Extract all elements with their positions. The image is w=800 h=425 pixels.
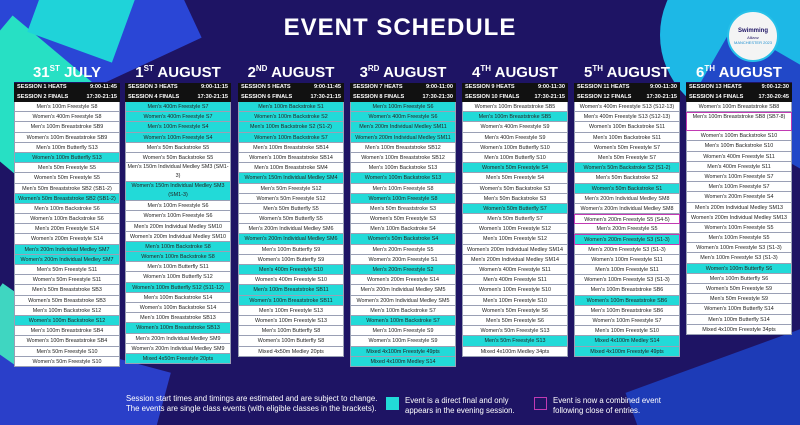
event-row: Women's 400m Freestyle S7 [125,112,231,122]
event-row: Women's 50m Breaststroke SB2 (SB1-2) [14,194,120,204]
session-times [574,82,680,102]
day-column [350,56,456,367]
session-times [350,82,456,102]
event-row: Men's 100m Freestyle S10 [574,326,680,336]
event-row: Men's 100m Backstroke S12 [14,306,120,316]
event-row: Women's 50m Freestyle S10 [14,357,120,367]
event-row: Women's 100m Backstroke S11 [574,122,680,132]
day-month: AUGUST [157,64,221,81]
session-time: 9:00-11:30 [649,84,677,90]
session-row [238,93,344,103]
event-row: Women's 100m Backstroke S13 [350,173,456,183]
event-row: Women's 400m Freestyle S9 [462,122,568,132]
event-row: Men's 200m Individual Medley SM8 [574,194,680,204]
day-suffix: ST [143,64,154,73]
event-row: Men's 400m Freestyle S11 [462,275,568,285]
event-row: Women's 100m Freestyle S7 [686,172,792,182]
legend-direct-final-text: Event is a direct final and only appears in the evening session. [405,396,515,415]
day-suffix: ND [255,64,268,73]
event-row: Mixed 4x100m Freestyle 49pts [574,347,680,357]
event-row: Men's 100m Breaststroke SB11 [238,285,344,295]
event-row: Men's 150m Individual Medley SM3 (SM1-3) [125,163,231,182]
event-row: Mixed 4x50m Freestyle 20pts [125,354,231,364]
session-row [14,93,120,103]
session-time: 17:30-21:15 [534,93,565,100]
day-heading [125,56,231,82]
day-heading [686,56,792,82]
event-row: Men's 100m Breaststroke SB13 [125,313,231,323]
event-row: Men's 100m Butterfly S11 [125,262,231,272]
event-row: Women's 100m Breaststroke SB5 [462,102,568,112]
event-row: Women's 200m Freestyle S3 (S1-3) [574,234,680,244]
session-label: SESSION 7 HEATS [353,84,403,90]
event-row: Women's 50m Freestyle S6 [462,306,568,316]
event-row: Women's 100m Freestyle S4 [125,133,231,143]
logo-line-2: Allianz [747,34,759,40]
event-row: Women's 50m Freestyle S4 [462,163,568,173]
event-row: Men's 100m Freestyle S3 (S1-3) [686,253,792,263]
legend-combined-text: Event is now a combined event following close of entries. [553,396,661,415]
event-row: Men's 100m Freestyle S11 [574,265,680,275]
day-number: 6 [696,64,705,81]
event-row: Men's 100m Breaststroke SB4 [14,326,120,336]
event-row: Men's 100m Freestyle S5 [686,233,792,243]
event-row: Men's 400m Freestyle S13 (S12-13) [574,112,680,122]
event-row: Women's 100m Backstroke S8 [125,252,231,262]
day-month: AUGUST [606,64,670,81]
event-row: Men's 50m Butterfly S5 [238,204,344,214]
event-row: Mixed 4x50m Medley 20pts [238,347,344,357]
event-row: Women's 100m Butterfly S12 [125,272,231,282]
event-row: Men's 50m Freestyle S9 [686,294,792,304]
event-row: Women's 50m Freestyle S5 [14,173,120,183]
event-row: Women's 100m Backstroke S7 [238,133,344,143]
footer-note: Session start times and timings are estimated and are subject to change. The events are single class events (with eligible classes in the brackets). [126,394,378,413]
event-row: Women's 50m Backstroke S1 [574,184,680,194]
session-row [574,83,680,93]
event-row: Men's 100m Backstroke S10 [686,141,792,151]
event-row: Men's 100m Butterfly S14 [686,315,792,325]
event-row: Men's 100m Butterfly S13 [14,143,120,153]
event-row: Women's 400m Freestyle S13 (S12-13) [574,102,680,112]
session-row [125,93,231,103]
event-row: Women's 100m Breaststroke SB6 [574,296,680,306]
day-number: 31 [32,64,50,81]
event-row: Women's 200m Individual Medley SM13 [686,213,792,223]
session-label: SESSION 6 FINALS [241,93,293,100]
event-row: Women's 50m Butterfly S7 [462,204,568,214]
event-row: Women's 200m Individual Medley SM8 [574,204,680,214]
event-row: Men's 200m Individual Medley SM5 [350,285,456,295]
session-label: SESSION 3 HEATS [128,84,178,90]
event-row: Men's 100m Butterfly S8 [238,326,344,336]
day-number: 2 [247,64,256,81]
day-heading [14,56,120,82]
event-row: Women's 100m Butterfly S8 [238,336,344,346]
event-row: Men's 400m Freestyle S7 [125,102,231,112]
event-row: Men's 100m Freestyle S9 [350,326,456,336]
event-row: Men's 50m Breaststroke SB3 [14,285,120,295]
event-row: Men's 100m Freestyle S13 [238,306,344,316]
event-row: Women's 100m Freestyle S6 [125,211,231,221]
day-month: AUGUST [383,64,447,81]
event-row: Men's 50m Freestyle S7 [574,153,680,163]
event-row: Men's 400m Freestyle S9 [462,133,568,143]
event-row: Men's 50m Freestyle S5 [14,163,120,173]
session-time: 17:30-21:15 [646,93,677,100]
day-column [686,56,792,335]
event-row: Men's 400m Freestyle S10 [238,265,344,275]
event-row: Women's 400m Freestyle S11 [462,265,568,275]
session-row [686,93,792,103]
session-times [14,82,120,102]
event-row: Women's 50m Freestyle S11 [14,275,120,285]
event-row: Men's 100m Freestyle S12 [462,234,568,244]
event-row: Men's 50m Breaststroke S3 [350,204,456,214]
event-row: Women's 100m Butterfly S13 [14,153,120,163]
event-row: Men's 100m Backstroke S8 [125,242,231,252]
event-row: Men's 200m Freestyle S5 [350,245,456,255]
event-row: Women's 100m Butterfly S14 [686,304,792,314]
session-row [238,83,344,93]
event-row: Women's 200m Individual Medley SM9 [125,344,231,354]
event-row: Women's 100m Freestyle S7 [574,316,680,326]
event-row: Men's 200m Individual Medley SM6 [238,224,344,234]
day-suffix: RD [367,64,380,73]
session-label: SESSION 11 HEATS [577,84,630,90]
event-row: Mixed 4x100m Medley S14 [350,357,456,367]
event-row: Men's 50m Freestyle S4 [462,173,568,183]
event-row: Women's 200m Individual Medley SM6 [238,234,344,244]
event-row: Women's 200m Individual Medley SM7 [14,255,120,265]
day-heading [574,56,680,82]
event-row: Women's 50m Breaststroke SB3 [14,296,120,306]
event-row: Women's 400m Freestyle S11 [686,152,792,162]
session-row [125,83,231,93]
event-row: Men's 200m Individual Medley SM11 [350,122,456,132]
session-row [350,93,456,103]
session-time: 9:00-11:45 [313,84,341,90]
session-label: SESSION 4 FINALS [128,93,180,100]
day-number: 4 [472,64,481,81]
event-row: Women's 50m Freestyle S7 [574,143,680,153]
event-row: Men's 100m Backstroke S14 [125,293,231,303]
session-label: SESSION 2 FINALS [17,93,69,100]
day-column [14,56,120,367]
event-row: Men's 100m Backstroke S7 [350,306,456,316]
day-number: 3 [359,64,368,81]
event-row: Women's 100m Backstroke S14 [125,303,231,313]
event-row: Men's 100m Breaststroke SB12 [350,143,456,153]
day-month: AUGUST [718,64,782,81]
logo-line-1: Swimming [737,27,768,34]
event-row: Women's 50m Backstroke S3 [462,184,568,194]
event-row: Men's 100m Butterfly S9 [238,245,344,255]
session-row [462,83,568,93]
day-number: 5 [584,64,593,81]
event-row: Men's 100m Freestyle S10 [462,296,568,306]
event-row: Women's 100m Butterfly S10 [462,143,568,153]
event-row: Women's 100m Freestyle S12 [462,224,568,234]
event-row: Women's 100m Butterfly S12 (S11-12) [125,283,231,293]
day-suffix: TH [592,64,604,73]
session-row [350,83,456,93]
session-label: SESSION 5 HEATS [241,84,291,90]
session-time: 17:30-21:15 [310,93,341,100]
event-row: Women's 200m Freestyle S14 [350,275,456,285]
event-row: Men's 100m Backstroke S11 [574,133,680,143]
event-row: Women's 200m Freestyle S4 [686,192,792,202]
session-time: 17:30-20:45 [758,93,789,100]
event-row: Men's 50m Freestyle S12 [238,184,344,194]
event-row: Men's 100m Breaststroke SB5 [462,112,568,122]
session-time: 9:00-11:30 [537,84,565,90]
event-row: Men's 100m Backstroke S2 (S1-2) [238,122,344,132]
event-row: Mixed 4x100m Freestyle 34pts [686,325,792,335]
event-row: Women's 100m Freestyle S8 [350,194,456,204]
event-row: Women's 100m Freestyle S9 [350,336,456,346]
session-row [574,93,680,103]
event-row: Men's 100m Freestyle S6 [125,201,231,211]
event-row: Women's 100m Breaststroke SB4 [14,336,120,346]
event-row: Women's 200m Individual Medley SM5 [350,296,456,306]
event-row: Men's 200m Individual Medley SM7 [14,245,120,255]
session-times [125,82,231,102]
day-suffix: TH [704,64,716,73]
event-row: Women's 200m Individual Medley SM14 [462,245,568,255]
event-row: Men's 200m Freestyle S5 [574,224,680,234]
session-row [686,83,792,93]
event-row: Men's 50m Freestyle S13 [462,336,568,346]
session-label: SESSION 8 FINALS [353,93,405,100]
session-time: 9:00-12:30 [761,84,789,90]
event-row: Women's 100m Freestyle S11 [574,255,680,265]
event-row: Men's 100m Backstroke S1 [238,102,344,112]
day-month: AUGUST [271,64,335,81]
session-label: SESSION 13 HEATS [689,84,742,90]
event-row: Men's 100m Breaststroke SB6 [574,285,680,295]
day-month: JULY [64,64,102,81]
event-row: Men's 100m Backstroke S6 [14,204,120,214]
event-row: Women's 100m Butterfly S6 [686,264,792,274]
day-heading [462,56,568,82]
session-times [238,82,344,102]
session-time: 9:00-11:00 [425,84,453,90]
day-suffix: ST [49,64,60,73]
legend-combined-swatch [534,397,547,410]
event-row: Men's 50m Breaststroke SB2 (SB1-2) [14,184,120,194]
event-row: Men's 200m Freestyle S2 [350,265,456,275]
event-row: Women's 100m Breaststroke SB8 [686,102,792,112]
event-row: Men's 50m Backstroke S5 [125,143,231,153]
event-row: Men's 100m Breaststroke SB9 [14,122,120,132]
event-row: Men's 100m Breaststroke SB6 [574,306,680,316]
event-row: Women's 400m Freestyle S6 [350,112,456,122]
event-row: Men's 200m Freestyle S3 (S1-3) [574,245,680,255]
event-row: Men's 400m Freestyle S11 [686,162,792,172]
event-row: Women's 200m Freestyle S1 [350,255,456,265]
event-row: Men's 50m Backstroke S2 [574,173,680,183]
event-row: Men's 100m Butterfly S6 [686,274,792,284]
session-time: 17:30-21:15 [197,93,228,100]
session-row [462,93,568,103]
day-heading [238,56,344,82]
event-row: Men's 200m Individual Medley SM9 [125,334,231,344]
event-row: Women's 50m Freestyle S9 [686,284,792,294]
event-row: Women's 100m Breaststroke SB11 [238,296,344,306]
event-row: Women's 100m Backstroke S2 [238,112,344,122]
day-heading [350,56,456,82]
event-row: Women's 200m Freestyle S14 [14,234,120,244]
event-row: Women's 100m Freestyle S10 [462,285,568,295]
event-row: Men's 50m Freestyle S6 [462,316,568,326]
event-row: Men's 100m Freestyle S6 [350,102,456,112]
session-time: 9:00-11:45 [89,84,117,90]
day-column [574,56,680,357]
event-row: Men's 100m Backstroke S4 [350,224,456,234]
event-row: Men's 100m Freestyle S8 [350,184,456,194]
event-row: Women's 100m Freestyle S3 (S1-3) [574,275,680,285]
event-row: Men's 200m Freestyle S14 [14,224,120,234]
event-row: Women's 200m Individual Medley SM10 [125,232,231,242]
event-row: Women's 200m Freestyle S5 (S4-5) [574,214,680,224]
legend-direct-final-swatch [386,397,399,410]
event-row: Men's 50m Backstroke S3 [462,194,568,204]
event-row: Men's 100m Breaststroke SM4 [238,163,344,173]
event-row: Women's 50m Freestyle S13 [462,326,568,336]
event-row: Women's 100m Backstroke S12 [14,316,120,326]
event-row: Women's 50m Freestyle S12 [238,194,344,204]
event-row: Mixed 4x100m Medley S14 [574,336,680,346]
event-row: Men's 50m Freestyle S11 [14,265,120,275]
event-row: Men's 200m Individual Medley SM13 [686,203,792,213]
session-label: SESSION 12 FINALS [577,93,632,100]
session-times [462,82,568,102]
event-row: Women's 200m Individual Medley SM11 [350,133,456,143]
event-row: Women's 150m Individual Medley SM3 (SM1-3) [125,182,231,201]
event-row: Women's 100m Breaststroke SB14 [238,153,344,163]
event-row: Women's 100m Butterfly S9 [238,255,344,265]
session-label: SESSION 9 HEATS [465,84,515,90]
event-row: Women's 100m Backstroke S7 [350,316,456,326]
session-label: SESSION 1 HEATS [17,84,67,90]
event-row: Women's 400m Freestyle S10 [238,275,344,285]
session-time: 17:30-21:30 [422,93,453,100]
event-row: Men's 100m Backstroke S13 [350,163,456,173]
logo-line-3: MANCHESTER 2023 [733,39,772,45]
event-row: Women's 100m Breaststroke SB9 [14,133,120,143]
event-row: Mixed 4x100m Medley 34pts [462,347,568,357]
event-row: Mixed 4x100m Freestyle 49pts [350,347,456,357]
event-row: Men's 100m Breaststroke SB8 (SB7-8) [686,112,792,131]
event-row: Women's 50m Butterfly S5 [238,214,344,224]
event-row: Women's 50m Backstroke S2 (S1-2) [574,163,680,173]
event-row: Women's 50m Freestyle S3 [350,214,456,224]
event-row: Men's 100m Freestyle S4 [125,122,231,132]
session-times [686,82,792,102]
event-row: Men's 50m Freestyle S10 [14,347,120,357]
day-column [462,56,568,357]
event-row: Men's 100m Freestyle S7 [686,182,792,192]
event-row: Women's 50m Backstroke S5 [125,153,231,163]
session-label: SESSION 10 FINALS [465,93,520,100]
event-row: Men's 100m Breaststroke SB14 [238,143,344,153]
championship-logo [727,10,779,62]
event-row: Women's 100m Freestyle S3 (S1-3) [686,243,792,253]
session-row [14,83,120,93]
event-row: Women's 100m Backstroke S10 [686,131,792,141]
event-row: Women's 100m Breaststroke SB12 [350,153,456,163]
session-label: SESSION 14 FINALS [689,93,744,100]
day-month: AUGUST [494,64,558,81]
event-row: Women's 400m Freestyle S8 [14,112,120,122]
event-row: Women's 100m Backstroke S6 [14,214,120,224]
event-row: Men's 100m Freestyle S8 [14,102,120,112]
event-row: Men's 200m Individual Medley SM10 [125,222,231,232]
day-suffix: TH [480,64,492,73]
event-row: Men's 50m Butterfly S7 [462,214,568,224]
day-number: 1 [135,64,144,81]
page-title: EVENT SCHEDULE [283,14,517,41]
day-column [125,56,231,364]
day-column [238,56,344,357]
event-row: Women's 150m Individual Medley SM4 [238,173,344,183]
event-row: Women's 50m Backstroke S4 [350,234,456,244]
event-row: Men's 200m Individual Medley SM14 [462,255,568,265]
session-time: 17:30-21:15 [86,93,117,100]
event-row: Women's 100m Breaststroke SB13 [125,323,231,333]
event-row: Women's 100m Freestyle S13 [238,316,344,326]
event-row: Men's 100m Butterfly S10 [462,153,568,163]
event-row: Women's 100m Freestyle S5 [686,223,792,233]
session-time: 9:00-11:15 [200,84,228,90]
